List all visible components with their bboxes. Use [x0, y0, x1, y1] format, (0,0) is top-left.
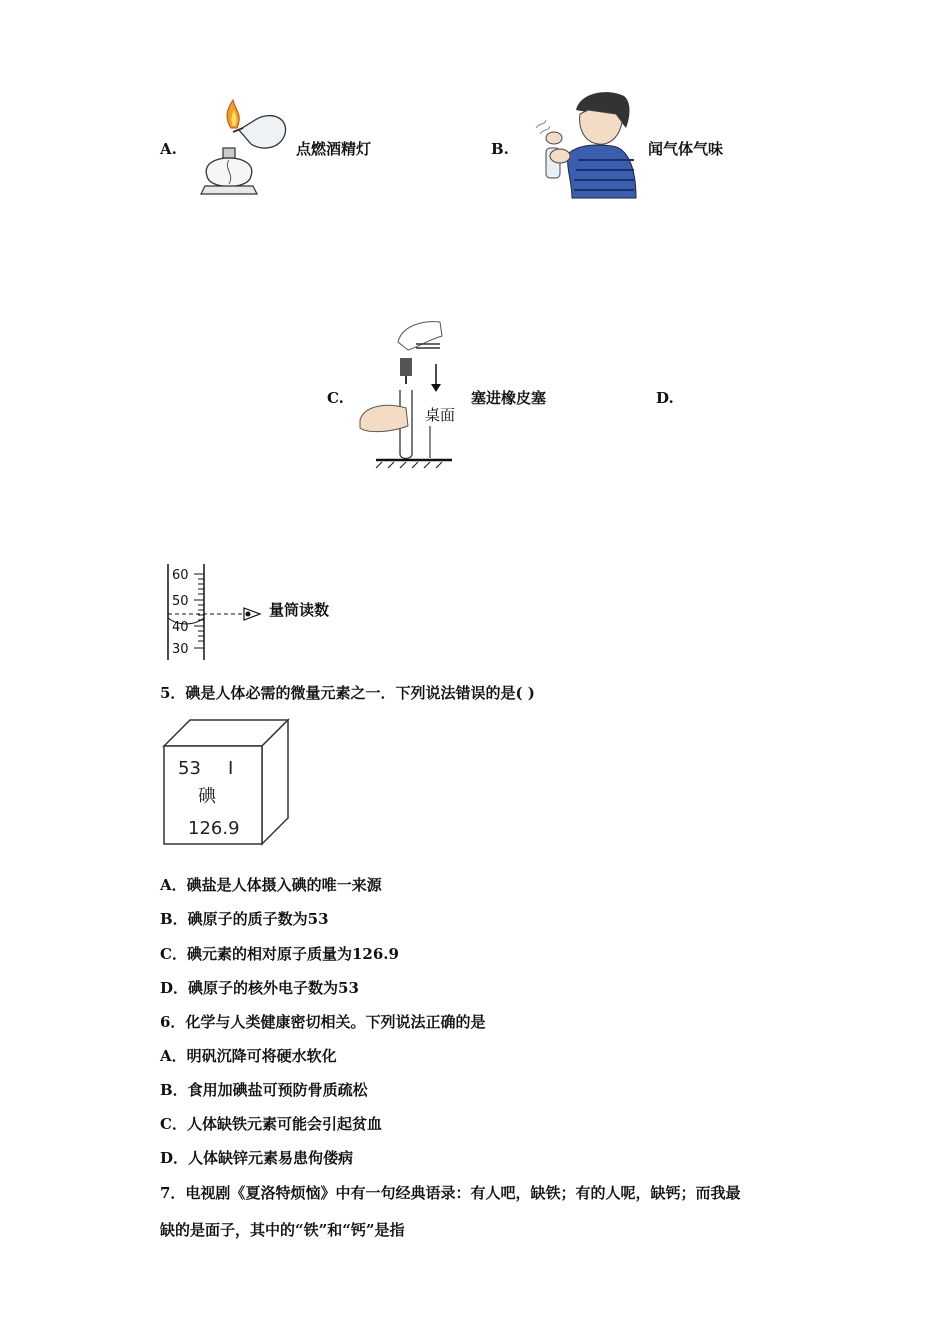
boy-smelling-gas-image	[528, 88, 640, 202]
iodine-element-card	[160, 716, 292, 848]
cylinder-reading-image	[164, 562, 268, 662]
scale-label-30: 30	[172, 642, 189, 657]
option-a-letter: A.	[160, 140, 177, 158]
element-name: 碘	[198, 786, 216, 807]
q7-stem-line1: 7．电视剧《夏洛特烦恼》中有一句经典语录：有人吧，缺铁；有的人呢，缺钙；而我最	[160, 1184, 741, 1202]
test-tube-stopper-image	[356, 314, 456, 470]
q5-option-c: C．碘元素的相对原子质量为126.9	[160, 945, 399, 963]
q7-stem-line2: 缺的是面子，其中的“铁”和“钙”是指	[160, 1221, 405, 1239]
q6-option-d: D．人体缺锌元素易患佝偻病	[160, 1149, 354, 1167]
option-c-caption: 塞进橡皮塞	[471, 389, 547, 407]
q6-stem: 6．化学与人类健康密切相关。下列说法正确的是	[160, 1013, 486, 1031]
q6-option-b: B．食用加碘盐可预防骨质疏松	[160, 1081, 368, 1099]
q5-stem: 5．碘是人体必需的微量元素之一．下列说法错误的是( )	[160, 684, 535, 702]
option-b-letter: B.	[491, 140, 509, 158]
q5-option-a: A．碘盐是人体摄入碘的唯一来源	[160, 876, 382, 894]
element-symbol: I	[228, 758, 234, 779]
q6-option-c: C．人体缺铁元素可能会引起贫血	[160, 1115, 382, 1133]
option-d-caption: 量筒读数	[269, 601, 330, 619]
q5-option-b: B．碘原子的质子数为53	[160, 910, 329, 928]
scale-label-60: 60	[172, 568, 189, 583]
option-d-letter: D.	[656, 389, 674, 407]
scale-label-40: 40	[172, 620, 189, 635]
element-mass: 126.9	[188, 818, 240, 839]
alcohol-lamp-lighting-image	[193, 98, 293, 202]
scale-label-50: 50	[172, 594, 189, 609]
q5-option-d: D．碘原子的核外电子数为53	[160, 979, 359, 997]
desk-label: 桌面	[425, 406, 456, 424]
option-c-letter: C.	[327, 389, 344, 407]
element-number: 53	[178, 758, 201, 779]
option-b-caption: 闻气体气味	[648, 140, 724, 158]
option-a-caption: 点燃酒精灯	[296, 140, 372, 158]
q6-option-a: A．明矾沉降可将硬水软化	[160, 1047, 337, 1065]
